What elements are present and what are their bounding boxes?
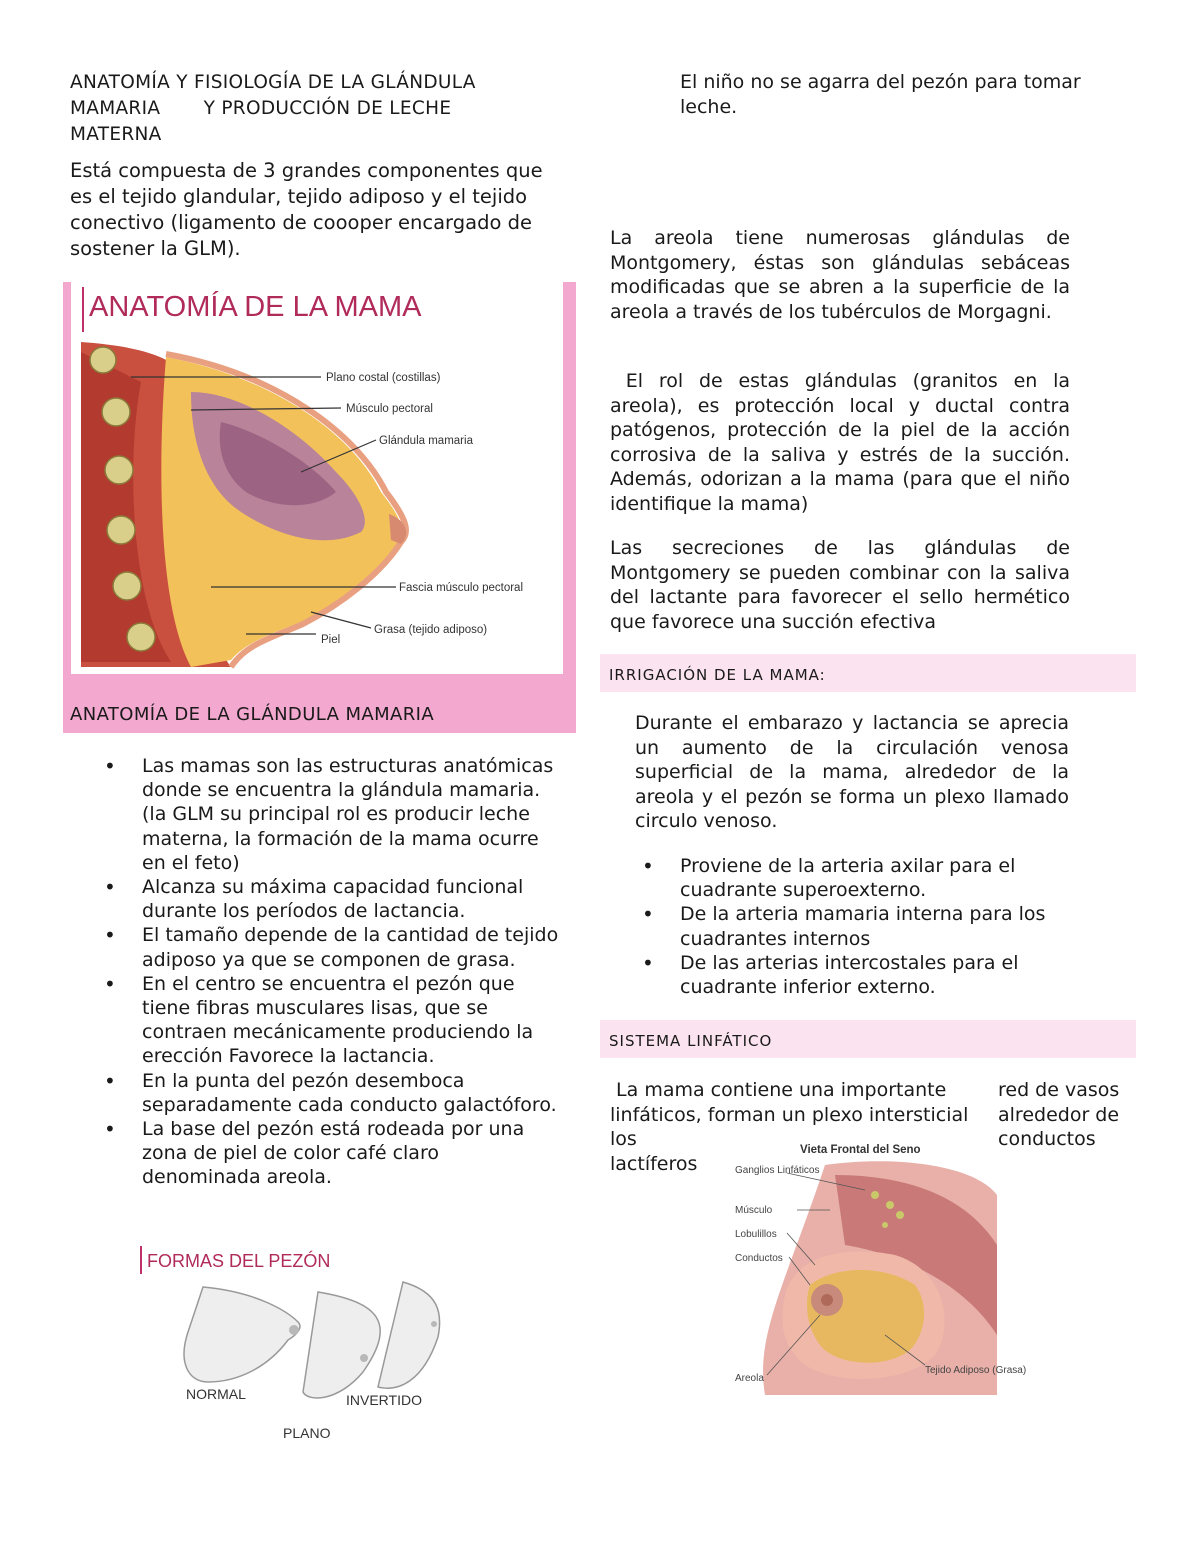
breast-anatomy-illustration	[71, 282, 563, 674]
nipple-shapes-title: FORMAS DEL PEZÓN	[147, 1251, 331, 1271]
label-conductos: Conductos	[735, 1253, 783, 1264]
label-areola: Areola	[735, 1373, 764, 1384]
secretions-paragraph: Las secreciones de las glándulas de Montgomery se pueden combinar con la saliva del lactante para favorecer el sello hermético que favorece una succión efectiva	[610, 537, 1070, 633]
list-item: • De la arteria mamaria interna para los cuadrantes internos	[680, 902, 1080, 950]
label-plano: PLANO	[283, 1425, 331, 1441]
lymph-heading: SISTEMA LINFÁTICO	[609, 1032, 773, 1050]
breast-anatomy-title: ANATOMÍA DE LA MAMA	[89, 291, 422, 323]
intro-paragraph: Está compuesta de 3 grandes componentes que es el tejido glandular, tejido adiposo y el tejido conectivo (ligamento de coooper encargado de sostener la GLM).	[70, 159, 543, 260]
lymph-paragraph-right: red de vasos alrededor de conductos	[998, 1079, 1120, 1150]
lymph-heading-band	[600, 1020, 1136, 1058]
label-piel: Piel	[321, 634, 341, 646]
list-item: • Proviene de la arteria axilar para el cuadrante superoexterno.	[680, 854, 1080, 902]
section-heading-anatomy: ANATOMÍA DE LA GLÁNDULA MAMARIA	[70, 704, 435, 725]
label-ganglios: Ganglios Linfáticos	[735, 1165, 820, 1176]
irrigation-heading-band	[600, 654, 1136, 692]
label-musculo-pectoral: Músculo pectoral	[346, 403, 433, 415]
list-item: • La base del pezón está rodeada por una zona de piel de color café claro denominada areola.	[142, 1117, 562, 1190]
document-title	[70, 70, 570, 148]
montgomery-paragraph: La areola tiene numerosas glándulas de Montgomery, éstas son glándulas sebáceas modificadas que se abren a la superficie de la areola a través de los tubérculos de Morgagni.	[610, 227, 1070, 323]
irrigation-heading: IRRIGACIÓN DE LA MAMA:	[609, 666, 826, 684]
irrigation-paragraph: Durante el embarazo y lactancia se aprecia un aumento de la circulación venosa superficial de la mama, alrededor de la areola y el pezón se forma un plexo llamado circulo venoso.	[635, 712, 1069, 832]
label-invertido: INVERTIDO	[346, 1392, 422, 1408]
lymph-paragraph-left: La mama contiene una importante linfáticos, forman un plexo intersticial los	[610, 1079, 975, 1150]
breast-anatomy-figure	[63, 282, 576, 733]
frontal-breast-figure	[725, 1135, 1027, 1400]
list-item: • El tamaño depende de la cantidad de tejido adiposo ya que se componen de grasa.	[142, 923, 562, 971]
label-lobulillos: Lobulillos	[735, 1229, 777, 1240]
list-item: • Alcanza su máxima capacidad funcional durante los períodos de lactancia.	[142, 875, 562, 923]
label-normal: NORMAL	[186, 1386, 246, 1402]
frontal-figure-title: Vieta Frontal del Seno	[800, 1144, 921, 1156]
top-note: El niño no se agarra del pezón para tomar leche.	[680, 71, 1081, 118]
label-grasa: Grasa (tejido adiposo)	[374, 624, 488, 636]
label-glandula-mamaria: Glándula mamaria	[379, 435, 473, 447]
label-fascia: Fascia músculo pectoral	[399, 582, 523, 594]
document-title-line-2: MAMARIA Y PRODUCCIÓN DE LECHE	[70, 98, 452, 119]
anatomy-bullet-list	[142, 754, 562, 1190]
list-item: • En la punta del pezón desemboca separadamente cada conducto galactóforo.	[142, 1069, 562, 1117]
list-item: • Las mamas son las estructuras anatómicas donde se encuentra la glándula mamaria. (la GLM su principal rol es producir leche materna, la formación de la mama ocurre en el feto)	[142, 754, 562, 875]
label-plano-costal: Plano costal (costillas)	[326, 372, 441, 384]
document-title-line-3: MATERNA	[70, 124, 162, 145]
label-tejido-adiposo: Tejido Adiposo (Grasa)	[925, 1365, 1027, 1376]
glands-role-paragraph: El rol de estas glándulas (granitos en la areola), es protección local y ductal contra patógenos, protección de la piel de la acción corrosiva de la saliva y estrés de la succión. Además, odorizan a la mama (para que el niño identifique la mama)	[610, 370, 1077, 515]
document-title-line-1: ANATOMÍA Y FISIOLOGÍA DE LA GLÁNDULA	[70, 72, 476, 93]
list-item: • De las arterias intercostales para el cuadrante inferior externo.	[680, 951, 1080, 999]
nipple-shapes-figure	[138, 1242, 518, 1447]
list-item: • En el centro se encuentra el pezón que tiene fibras musculares lisas, que se contraen mecánicamente produciendo la erección Favorece la lactancia.	[142, 972, 562, 1069]
label-musculo: Músculo	[735, 1205, 773, 1216]
irrigation-bullet-list	[680, 854, 1080, 999]
lymph-paragraph-last: lactíferos	[610, 1153, 698, 1175]
